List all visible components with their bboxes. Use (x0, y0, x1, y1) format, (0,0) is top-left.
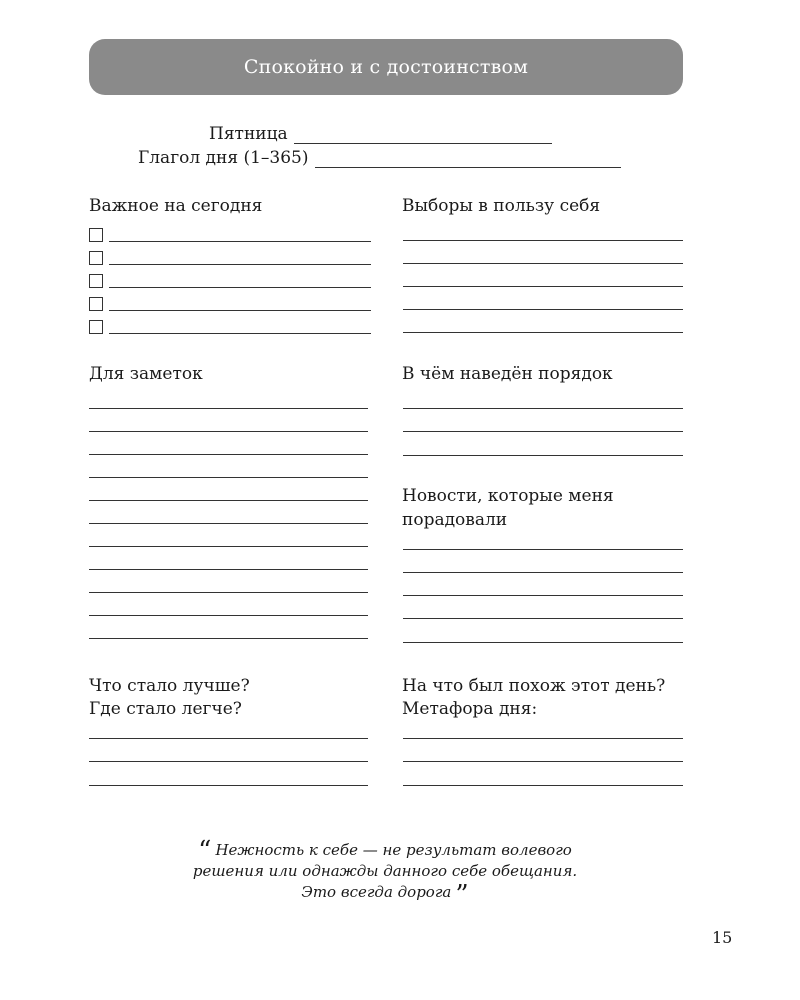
order-heading: В чём наведён порядок (402, 364, 613, 384)
checklist-line[interactable] (109, 227, 371, 242)
checklist-line[interactable] (109, 296, 371, 311)
metaphor-heading-line2: Метафора дня: (402, 699, 538, 719)
news-heading-line2: порадовали (402, 510, 508, 530)
writing-line[interactable] (403, 286, 683, 287)
writing-line[interactable] (89, 500, 368, 501)
writing-line[interactable] (89, 546, 368, 547)
quote-line (150, 836, 620, 866)
day-line (209, 124, 552, 144)
day-label: Пятница (209, 124, 288, 144)
quote-text-line1: Нежность к себе — не результат волевого (215, 841, 572, 859)
checklist-line[interactable] (109, 319, 371, 334)
news-heading-line1: Новости, которые меня (402, 486, 614, 506)
day-input-line[interactable] (294, 129, 552, 144)
writing-line[interactable] (403, 240, 683, 241)
checkbox-icon[interactable] (89, 274, 103, 288)
writing-line[interactable] (89, 615, 368, 616)
writing-line[interactable] (403, 332, 683, 333)
better-heading-line1: Что стало лучше? (89, 676, 250, 696)
choices-heading: Выборы в пользу себя (402, 196, 601, 216)
checklist-line[interactable] (109, 273, 371, 288)
quote-text-line3: Это всегда дорога (301, 883, 452, 901)
verb-label: Глагол дня (1–365) (138, 148, 309, 168)
close-quote-icon: ” (455, 880, 469, 910)
writing-line[interactable] (403, 431, 683, 432)
writing-line[interactable] (89, 523, 368, 524)
writing-line[interactable] (403, 455, 683, 456)
writing-line[interactable] (89, 454, 368, 455)
checkbox-icon[interactable] (89, 297, 103, 311)
writing-line[interactable] (89, 569, 368, 570)
checkbox-icon[interactable] (89, 320, 103, 334)
writing-line[interactable] (403, 738, 683, 739)
page-title: Спокойно и с достоинством (243, 56, 529, 78)
writing-line[interactable] (89, 592, 368, 593)
verb-line (138, 148, 621, 168)
writing-line[interactable] (89, 431, 368, 432)
checklist-item[interactable] (89, 245, 371, 265)
checklist-item[interactable] (89, 314, 371, 334)
writing-line[interactable] (89, 738, 368, 739)
important-heading: Важное на сегодня (89, 196, 263, 216)
header-bar (89, 39, 683, 95)
checklist-item[interactable] (89, 291, 371, 311)
writing-line[interactable] (403, 642, 683, 643)
writing-line[interactable] (403, 761, 683, 762)
writing-line[interactable] (403, 572, 683, 573)
notes-heading: Для заметок (89, 364, 203, 384)
quote-line (150, 880, 620, 910)
writing-line[interactable] (89, 477, 368, 478)
writing-line[interactable] (89, 761, 368, 762)
writing-line[interactable] (403, 785, 683, 786)
verb-input-line[interactable] (315, 153, 621, 168)
page-number: 15 (712, 928, 733, 947)
writing-line[interactable] (89, 408, 368, 409)
better-heading-line2: Где стало легче? (89, 699, 242, 719)
quote-text-line2: решения или однажды данного себе обещания. (192, 862, 578, 880)
writing-line[interactable] (403, 595, 683, 596)
quote-block (150, 836, 620, 910)
writing-line[interactable] (403, 408, 683, 409)
writing-line[interactable] (89, 785, 368, 786)
writing-line[interactable] (403, 263, 683, 264)
checklist-item[interactable] (89, 268, 371, 288)
metaphor-heading-line1: На что был похож этот день? (402, 676, 666, 696)
checklist-item[interactable] (89, 222, 371, 242)
checkbox-icon[interactable] (89, 228, 103, 242)
checkbox-icon[interactable] (89, 251, 103, 265)
writing-line[interactable] (403, 618, 683, 619)
checklist-line[interactable] (109, 250, 371, 265)
writing-line[interactable] (403, 549, 683, 550)
open-quote-icon: “ (198, 836, 212, 866)
writing-line[interactable] (89, 638, 368, 639)
writing-line[interactable] (403, 309, 683, 310)
